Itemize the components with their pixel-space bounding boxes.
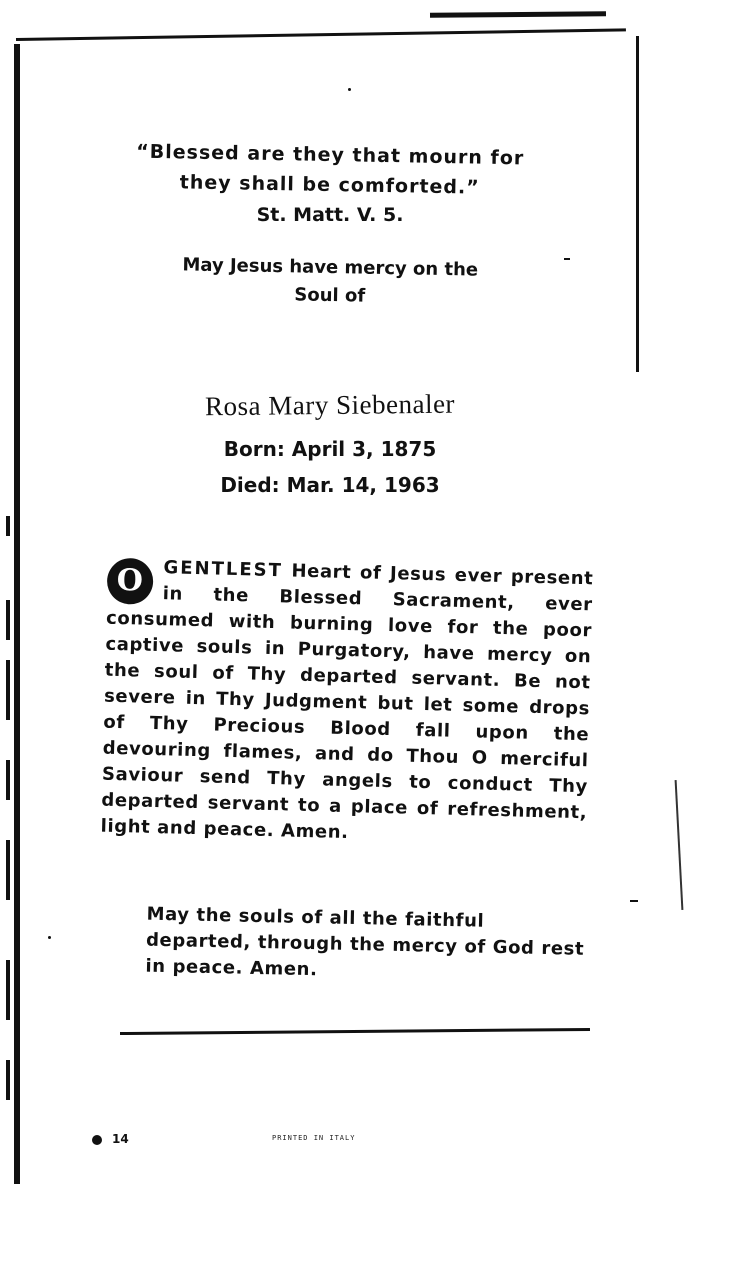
- mercy-invocation: [60, 249, 601, 314]
- scan-speck: [564, 258, 570, 260]
- card-right-edge: [636, 36, 639, 372]
- card-left-edge: [14, 44, 20, 1184]
- scan-left-mark: [6, 516, 10, 536]
- mercy-line-2: Soul of: [294, 284, 366, 307]
- death-date: Died: Mar. 14, 1963: [220, 473, 440, 497]
- printer-imprint: PRINTED IN ITALY: [272, 1134, 356, 1142]
- verse-line-2: they shall be comforted.”: [179, 171, 480, 199]
- closing-text: May the souls of all the faithful departed, through the mercy of God rest in peace. Amen.: [145, 903, 585, 981]
- verse-line-1: “Blessed are they that mourn for: [136, 140, 525, 170]
- scripture-verse: [60, 135, 601, 204]
- prayer-first-word: GENTLEST: [163, 557, 284, 582]
- scan-left-mark: [6, 1060, 10, 1100]
- scan-speck: [348, 88, 351, 91]
- card-number: 14: [92, 1132, 129, 1146]
- scan-left-mark: [6, 960, 10, 1020]
- prayer-text: Heart of Jesus ever present in the Blessed Sacrament, ever consumed with burning love for the poor captive souls in Purgatory, have mercy on the soul of Thy departed servant. Be not severe in Thy Judgment but let some drops of Thy Precious Blood fall upon the devouring flames, and do Thou O merciful Saviour send Thy angels to conduct Thy departed servant to a place of refreshment, light and peace. Amen.: [100, 560, 594, 844]
- deceased-name: Rosa Mary Siebenaler: [204, 388, 456, 422]
- scan-left-mark: [6, 760, 10, 800]
- card-content: [60, 140, 600, 503]
- scan-right-mark: [675, 780, 684, 910]
- scan-speck: [48, 936, 51, 939]
- life-dates: [60, 431, 600, 503]
- prayer-paragraph: [100, 554, 593, 853]
- mercy-line-1: May Jesus have mercy on the: [182, 254, 479, 281]
- scan-left-mark: [6, 600, 10, 640]
- scan-left-mark: [6, 840, 10, 900]
- verse-reference: St. Matt. V. 5.: [256, 204, 404, 226]
- ornament-icon: [92, 1135, 102, 1145]
- birth-date: Born: April 3, 1875: [223, 437, 437, 461]
- scan-left-mark: [6, 660, 10, 720]
- closing-prayer: [117, 901, 591, 989]
- drop-cap: O: [107, 558, 154, 605]
- scan-speck: [630, 900, 638, 902]
